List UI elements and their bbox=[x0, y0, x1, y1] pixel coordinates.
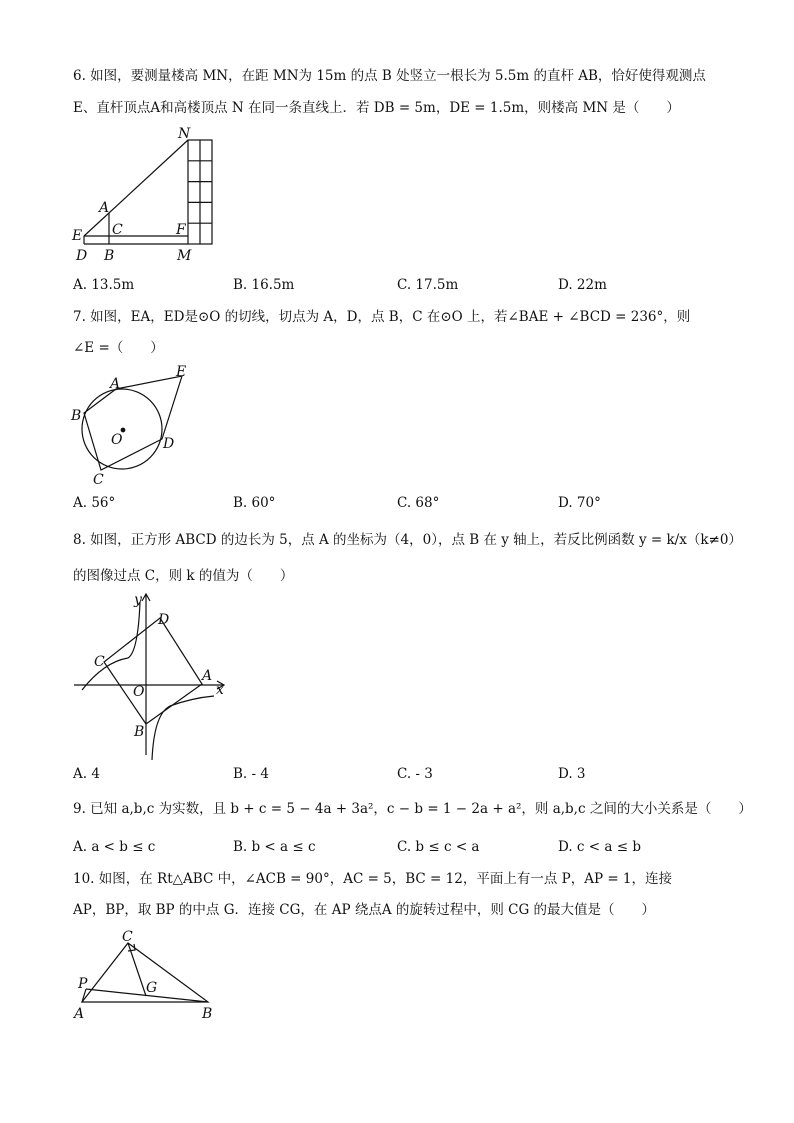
q8-label-d: D bbox=[158, 612, 170, 628]
q8-label-y: y bbox=[134, 592, 142, 608]
q8-label-o: O bbox=[133, 684, 145, 700]
q7-stem-line1: 7. 如图，EA，ED是⊙O 的切线，切点为 A，D，点 B，C 在⊙O 上，若∠BAE + ∠BCD = 236°，则 bbox=[73, 309, 691, 325]
q10-label-c: C bbox=[122, 929, 133, 945]
q7-label-c: C bbox=[93, 472, 104, 488]
q7-label-e: E bbox=[176, 364, 187, 380]
q6-label-n: N bbox=[178, 126, 191, 142]
q9-option-a[interactable]: A. a < b ≤ c bbox=[73, 839, 156, 855]
q6-label-c: C bbox=[112, 222, 123, 238]
q8-square bbox=[104, 618, 202, 724]
q6-label-e: E bbox=[72, 228, 83, 244]
q8-label-a: A bbox=[202, 668, 213, 684]
q8-stem-line2: 的图像过点 C，则 k 的值为（ ） bbox=[73, 568, 294, 584]
q8-hyperbola-branch-left bbox=[82, 602, 140, 690]
q6-option-d[interactable]: D. 22m bbox=[558, 277, 607, 293]
q7-options bbox=[73, 494, 733, 512]
q8-option-b[interactable]: B. - 4 bbox=[233, 766, 269, 782]
q6-label-a: A bbox=[99, 200, 110, 216]
q10-label-a: A bbox=[74, 1006, 85, 1022]
q7-stem-line2: ∠E =（ ） bbox=[73, 340, 164, 356]
q8-hyperbola-branch-right bbox=[152, 696, 214, 760]
q9-options bbox=[73, 838, 733, 856]
q8-options bbox=[73, 765, 733, 783]
q8-label-c: C bbox=[94, 654, 105, 670]
q6-label-f: F bbox=[176, 222, 186, 238]
q6-label-d: D bbox=[76, 248, 88, 264]
q7-option-a[interactable]: A. 56° bbox=[73, 495, 116, 511]
q10-stem-line1: 10. 如图，在 Rt△ABC 中，∠ACB = 90°，AC = 5，BC = 12，平面上有一点 P，AP = 1，连接 bbox=[73, 871, 673, 887]
q10-stem-line2: AP，BP，取 BP 的中点 G．连接 CG，在 AP 绕点A 的旋转过程中，则 CG 的最大值是（ ） bbox=[73, 902, 656, 918]
q10-figure bbox=[70, 926, 230, 1026]
q9-option-c[interactable]: C. b ≤ c < a bbox=[397, 839, 480, 855]
q10-label-p: P bbox=[78, 976, 88, 992]
q8-option-c[interactable]: C. - 3 bbox=[397, 766, 433, 782]
q6-option-b[interactable]: B. 16.5m bbox=[233, 277, 295, 293]
q7-option-b[interactable]: B. 60° bbox=[233, 495, 276, 511]
q9-option-d[interactable]: D. c < a ≤ b bbox=[558, 839, 641, 855]
q8-label-b: B bbox=[134, 724, 145, 740]
q6-option-c[interactable]: C. 17.5m bbox=[397, 277, 459, 293]
q7-label-d: D bbox=[163, 436, 175, 452]
q6-option-a[interactable]: A. 13.5m bbox=[73, 277, 135, 293]
q8-option-a[interactable]: A. 4 bbox=[73, 766, 100, 782]
q7-option-d[interactable]: D. 70° bbox=[558, 495, 601, 511]
q6-label-b: B bbox=[104, 248, 115, 264]
q10-label-g: G bbox=[146, 980, 158, 996]
q9-stem-line1: 9. 已知 a,b,c 为实数，且 b + c = 5 − 4a + 3a²，c − b = 1 − 2a + a²，则 a,b,c 之间的大小关系是（ ） bbox=[73, 801, 752, 817]
q7-figure bbox=[68, 362, 198, 488]
q7-label-a: A bbox=[110, 376, 121, 392]
q10-label-b: B bbox=[202, 1006, 213, 1022]
q8-label-x: x bbox=[216, 682, 224, 698]
q6-figure bbox=[70, 126, 230, 266]
q6-stem-line1: 6. 如图，要测量楼高 MN，在距 MN为 15m 的点 B 处竖立一根长为 5.5m 的直杆 AB，恰好使得观测点 bbox=[73, 68, 706, 84]
q6-sightline bbox=[84, 140, 188, 236]
q7-option-c[interactable]: C. 68° bbox=[397, 495, 440, 511]
q8-stem-line1: 8. 如图，正方形 ABCD 的边长为 5，点 A 的坐标为（4，0），点 B 在 y 轴上，若反比例函数 y = k/x（k≠0） bbox=[73, 532, 742, 548]
q8-figure bbox=[66, 590, 236, 760]
q9-option-b[interactable]: B. b < a ≤ c bbox=[233, 839, 316, 855]
q6-label-m: M bbox=[177, 248, 192, 264]
q7-label-o: O bbox=[111, 432, 123, 448]
q6-options bbox=[73, 276, 733, 294]
q8-option-d[interactable]: D. 3 bbox=[558, 766, 586, 782]
q6-stem-line2: E、直杆顶点A和高楼顶点 N 在同一条直线上．若 DB = 5m，DE = 1.5m，则楼高 MN 是（ ） bbox=[73, 100, 680, 116]
q7-label-b: B bbox=[71, 408, 82, 424]
